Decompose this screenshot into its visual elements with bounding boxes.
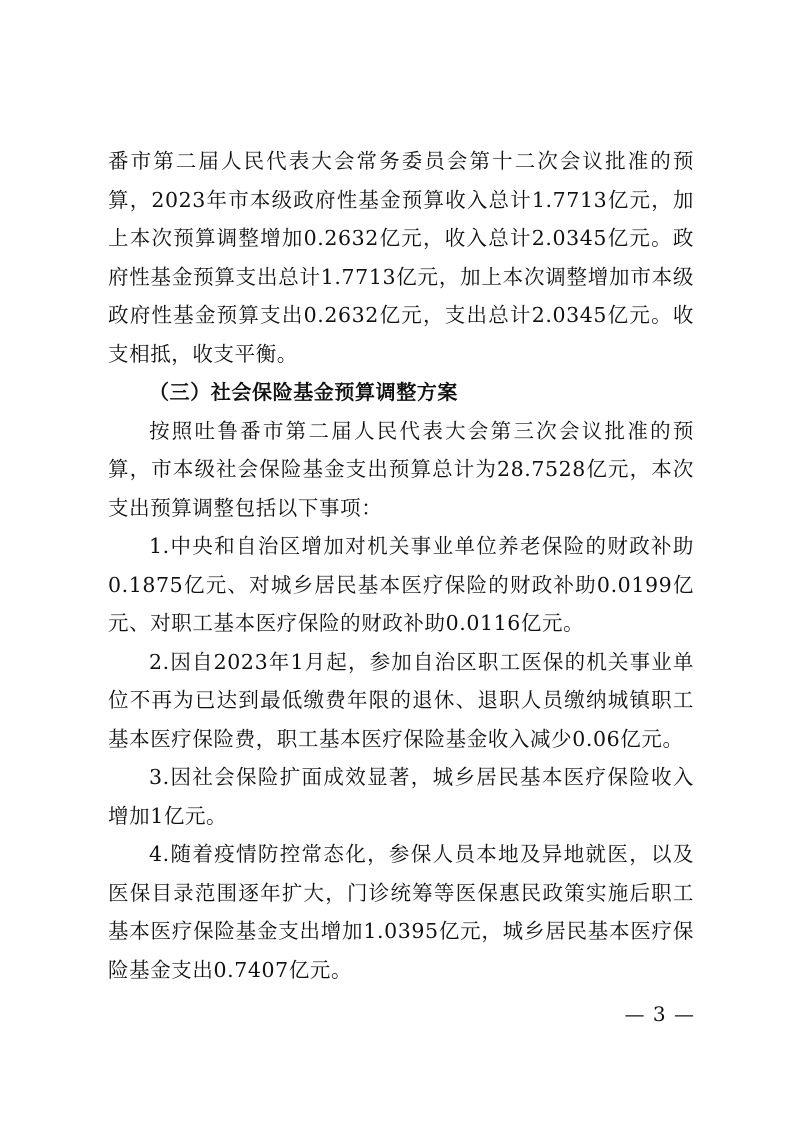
section-heading-social-insurance: （三）社会保险基金预算调整方案 (149, 380, 458, 404)
paragraph-social-insurance-intro: 按照吐鲁番市第二届人民代表大会第三次会议批准的预算，市本级社会保险基金支出预算总计为28.7528亿元，本次支出预算调整包括以下事项： (108, 418, 694, 520)
paragraph-item-2: 2.因自2023年1月起，参加自治区职工医保的机关事业单位不再为已达到最低缴费年限的退休、退职人员缴纳城镇职工基本医疗保险费，职工基本医疗保险基金收入减少0.06亿元。 (108, 649, 694, 751)
paragraph-item-4: 4.随着疫情防控常态化，参保人员本地及异地就医，以及医保目录范围逐年扩大，门诊统筹等医保惠民政策实施后职工基本医疗保险基金支出增加1.0395亿元，城乡居民基本医疗保险基金支出0.7407亿元。 (108, 842, 694, 982)
paragraph-general-fund-continuation: 番市第二届人民代表大会常务委员会第十二次会议批准的预算，2023年市本级政府性基金预算收入总计1.7713亿元，加上本次预算调整增加0.2632亿元，收入总计2.0345亿元。政府性基金预算支出总计1.7713亿元，加上本次调整增加市本级政府性基金预算支出0.2632亿元，支出总计2.0345亿元。收支相抵，收支平衡。 (108, 149, 694, 366)
page-number: — 3 — (624, 1002, 695, 1026)
paragraph-item-3: 3.因社会保险扩面成效显著，城乡居民基本医疗保险收入增加1亿元。 (108, 765, 694, 828)
paragraph-item-1: 1.中央和自治区增加对机关事业单位养老保险的财政补助0.1875亿元、对城乡居民基本医疗保险的财政补助0.0199亿元、对职工基本医疗保险的财政补助0.0116亿元。 (108, 534, 694, 635)
document-body (108, 142, 694, 989)
